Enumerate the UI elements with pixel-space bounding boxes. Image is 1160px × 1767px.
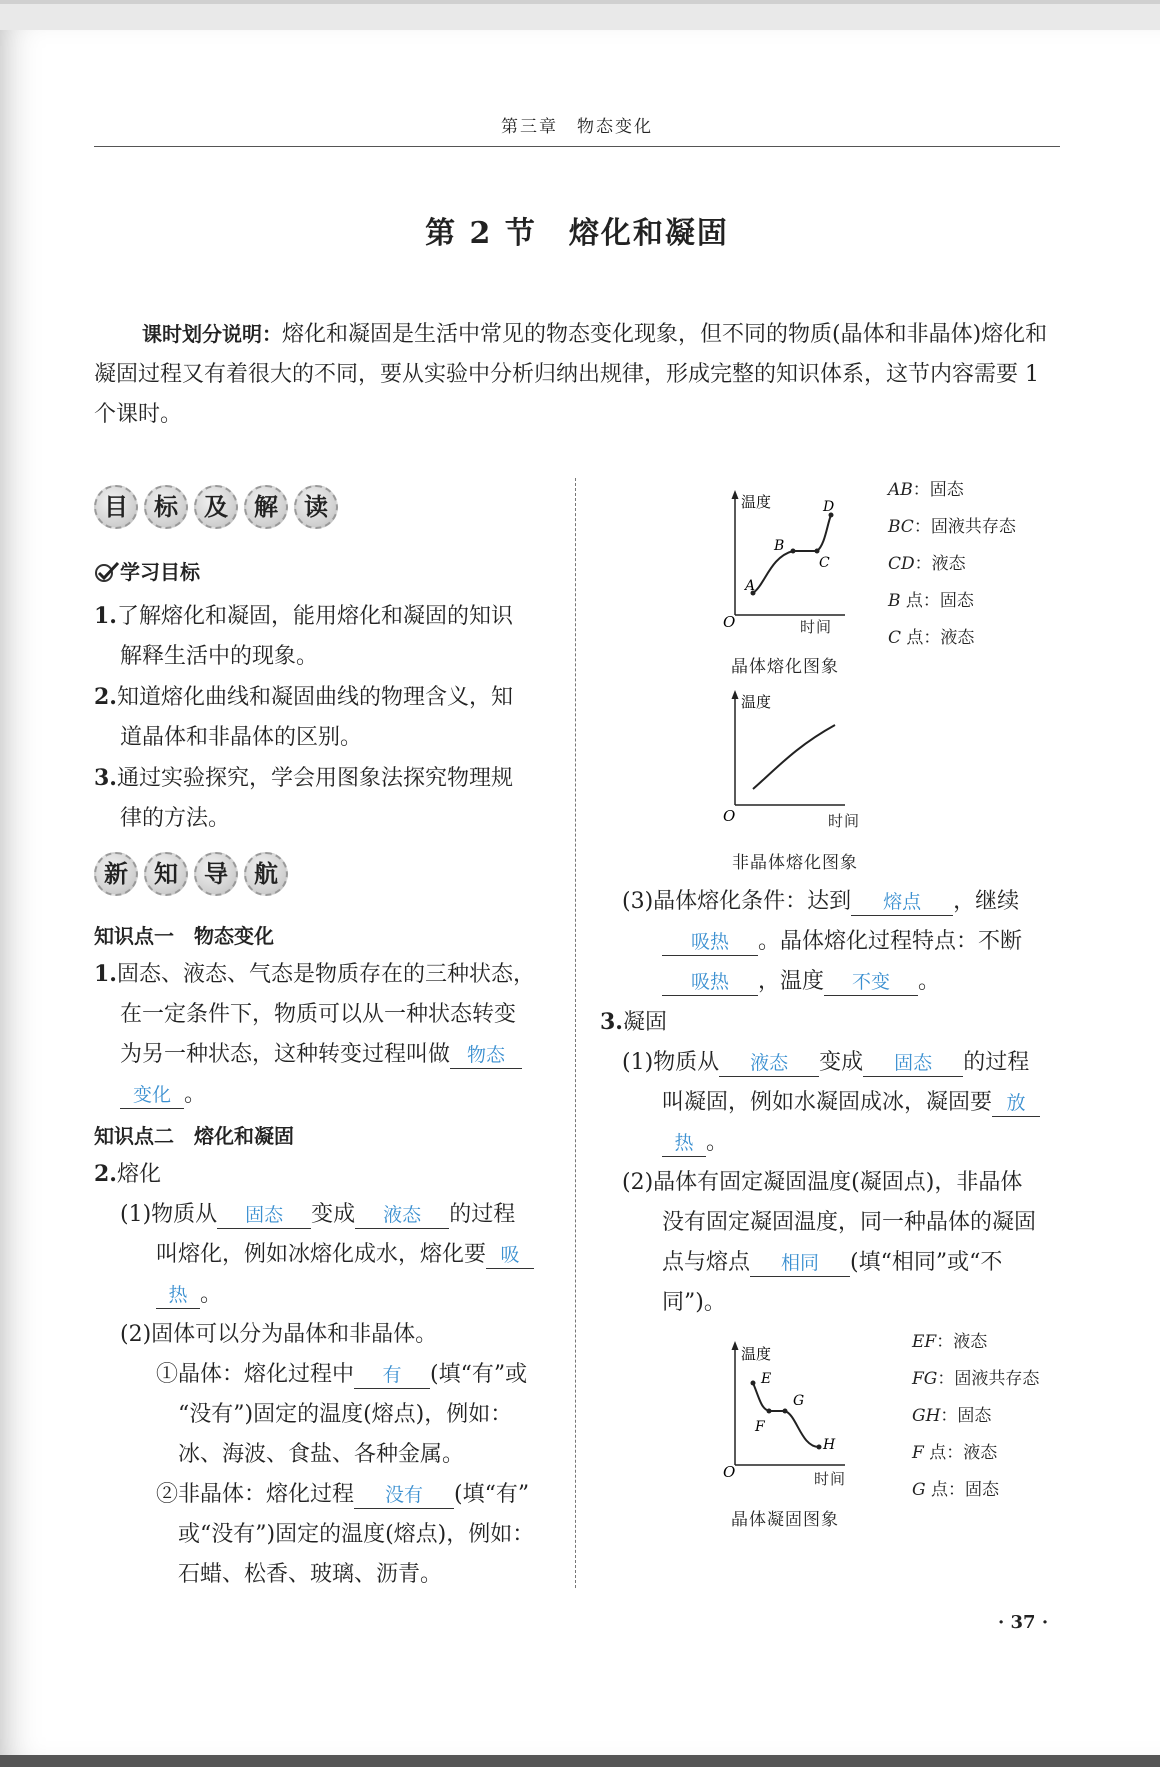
answer-blank: 吸热 bbox=[662, 929, 758, 956]
answer-blank: 固态 bbox=[217, 1202, 311, 1229]
list-item-cont: 解释生活中的现象。 bbox=[120, 644, 319, 669]
banner-char: 目 bbox=[94, 485, 138, 529]
solid-body: 3.凝固 (1)物质从 液态 变成 固态 的过程 叫凝固，例如水凝固成冰，凝固要 放 热 。 (2)晶体有固定凝固温度(凝固点)，非晶体 没有固定凝固温度，同一种晶体的凝固 点与熔点 相同 (填“相同”或“不 同”)。 bbox=[600, 1002, 1080, 1323]
x-axis-label: 时间 bbox=[828, 812, 861, 830]
y-axis-label: 温度 bbox=[741, 1345, 772, 1363]
goals-banner bbox=[94, 485, 338, 529]
answer-blank: 变化 bbox=[120, 1082, 184, 1109]
goals-list bbox=[94, 596, 564, 839]
answer-blank: 放 bbox=[992, 1090, 1040, 1117]
answer-blank: 熔点 bbox=[851, 889, 953, 916]
origin-label: O bbox=[723, 807, 736, 825]
answer-blank: 热 bbox=[156, 1282, 200, 1309]
intro-label: 课时划分说明： bbox=[142, 322, 282, 346]
answer-blank: 热 bbox=[662, 1130, 706, 1157]
check-badge-icon bbox=[94, 561, 120, 583]
goals-heading bbox=[94, 556, 200, 585]
x-axis-label: 时间 bbox=[814, 1470, 847, 1488]
answer-blank: 吸热 bbox=[662, 969, 758, 996]
answer-blank: 有 bbox=[354, 1362, 430, 1389]
guide-banner bbox=[94, 852, 288, 896]
answer-blank: 固态 bbox=[863, 1050, 963, 1077]
answer-blank: 不变 bbox=[824, 969, 918, 996]
kp2-heading: 知识点二 熔化和凝固 bbox=[94, 1124, 294, 1148]
point-label: F bbox=[755, 1419, 765, 1435]
banner-char: 标 bbox=[144, 485, 188, 529]
goals-title: 学习目标 bbox=[120, 560, 200, 584]
answer-blank: 相同 bbox=[750, 1250, 850, 1277]
answer-blank: 没有 bbox=[354, 1482, 454, 1509]
y-axis-label: 温度 bbox=[741, 693, 772, 711]
intro-text: 熔化和凝固是生活中常见的物态变化现象，但不同的物质(晶体和非晶体)熔化和凝固过程又有着很大的不同，要从实验中分析归纳出规律，形成完整的知识体系，这节内容需要 1 个课时。 bbox=[94, 322, 1048, 427]
column-divider bbox=[575, 478, 576, 1588]
point-label: B bbox=[774, 538, 785, 554]
point-label: E bbox=[761, 1371, 772, 1387]
x-axis-label: 时间 bbox=[800, 618, 833, 636]
answer-blank: 物态 bbox=[450, 1042, 522, 1069]
list-item-cont: 律的方法。 bbox=[120, 806, 231, 831]
answer-blank: 液态 bbox=[719, 1050, 819, 1077]
point-label: D bbox=[823, 499, 835, 515]
intro-paragraph bbox=[94, 314, 1060, 435]
page-number: · 37 · bbox=[998, 1612, 1049, 1633]
bottom-edge bbox=[0, 1755, 1160, 1767]
graph3-legend: EF：液态 FG：固液共存态 GH：固态 F 点：液态 G 点：固态 bbox=[912, 1332, 1040, 1500]
point-label: H bbox=[823, 1437, 836, 1453]
kp1-heading: 知识点一 物态变化 bbox=[94, 924, 274, 948]
crystal-melting-graph bbox=[715, 485, 865, 635]
graph1-legend: AB：固态 BC：固液共存态 CD：液态 B 点：固态 C 点：液态 bbox=[888, 480, 1016, 648]
section-title: 第 2 节 熔化和凝固 bbox=[425, 216, 729, 251]
point-label: C bbox=[819, 555, 830, 571]
running-head: 第三章 物态变化 bbox=[501, 117, 653, 137]
header-rule bbox=[94, 146, 1060, 147]
banner-char: 航 bbox=[244, 852, 288, 896]
y-axis-label: 温度 bbox=[741, 493, 772, 511]
graph-caption: 非晶体熔化图象 bbox=[732, 853, 858, 873]
point-label: A bbox=[745, 578, 756, 594]
list-item-cont: 道晶体和非晶体的区别。 bbox=[120, 725, 363, 750]
list-item: 1.了解熔化和凝固，能用熔化和凝固的知识 bbox=[94, 603, 513, 629]
banner-char: 及 bbox=[194, 485, 238, 529]
point-label: G bbox=[793, 1393, 805, 1409]
banner-char: 读 bbox=[294, 485, 338, 529]
banner-char: 导 bbox=[194, 852, 238, 896]
banner-char: 新 bbox=[94, 852, 138, 896]
amorphous-melting-graph bbox=[715, 685, 865, 830]
origin-label: O bbox=[723, 613, 736, 631]
list-item: 2.知道熔化曲线和凝固曲线的物理含义，知 bbox=[94, 684, 513, 710]
banner-char: 解 bbox=[244, 485, 288, 529]
answer-blank: 液态 bbox=[355, 1202, 449, 1229]
melting-condition: (3)晶体熔化条件：达到 熔点 ，继续 吸热 。晶体熔化过程特点：不断 吸热 ，温度 不变 。 bbox=[622, 889, 1023, 994]
graph-caption: 晶体凝固图象 bbox=[731, 1510, 839, 1530]
banner-char: 知 bbox=[144, 852, 188, 896]
crystal-solidification-graph bbox=[715, 1335, 865, 1485]
top-edge bbox=[0, 0, 1160, 4]
melt-body: 2.熔化 (1)物质从 固态 变成 液态 的过程 叫熔化，例如冰熔化成水，熔化要 吸 热 。 (2)固体可以分为晶体和非晶体。 ①晶体：熔化过程中 有 (填“有”或 “没有”)固定的温度(熔点)，例如： 冰、海波、食盐、各种金属。 ②非晶体：熔化过程 没有 (填“有” 或“没有”)固定的温度(熔点)，例如： 石蜡、松香、玻璃、沥青。 bbox=[94, 1161, 535, 1587]
origin-label: O bbox=[723, 1463, 736, 1481]
list-item: 3.通过实验探究，学会用图象法探究物理规 bbox=[94, 765, 513, 791]
graph-caption: 晶体熔化图象 bbox=[731, 657, 839, 677]
kp1-body: 1.固态、液态、气态是物质存在的三种状态， 在一定条件下，物质可以从一种状态转变 为另一种状态，这种转变过程叫做 物态 变化 。 bbox=[94, 961, 535, 1107]
answer-blank: 吸 bbox=[486, 1242, 534, 1269]
